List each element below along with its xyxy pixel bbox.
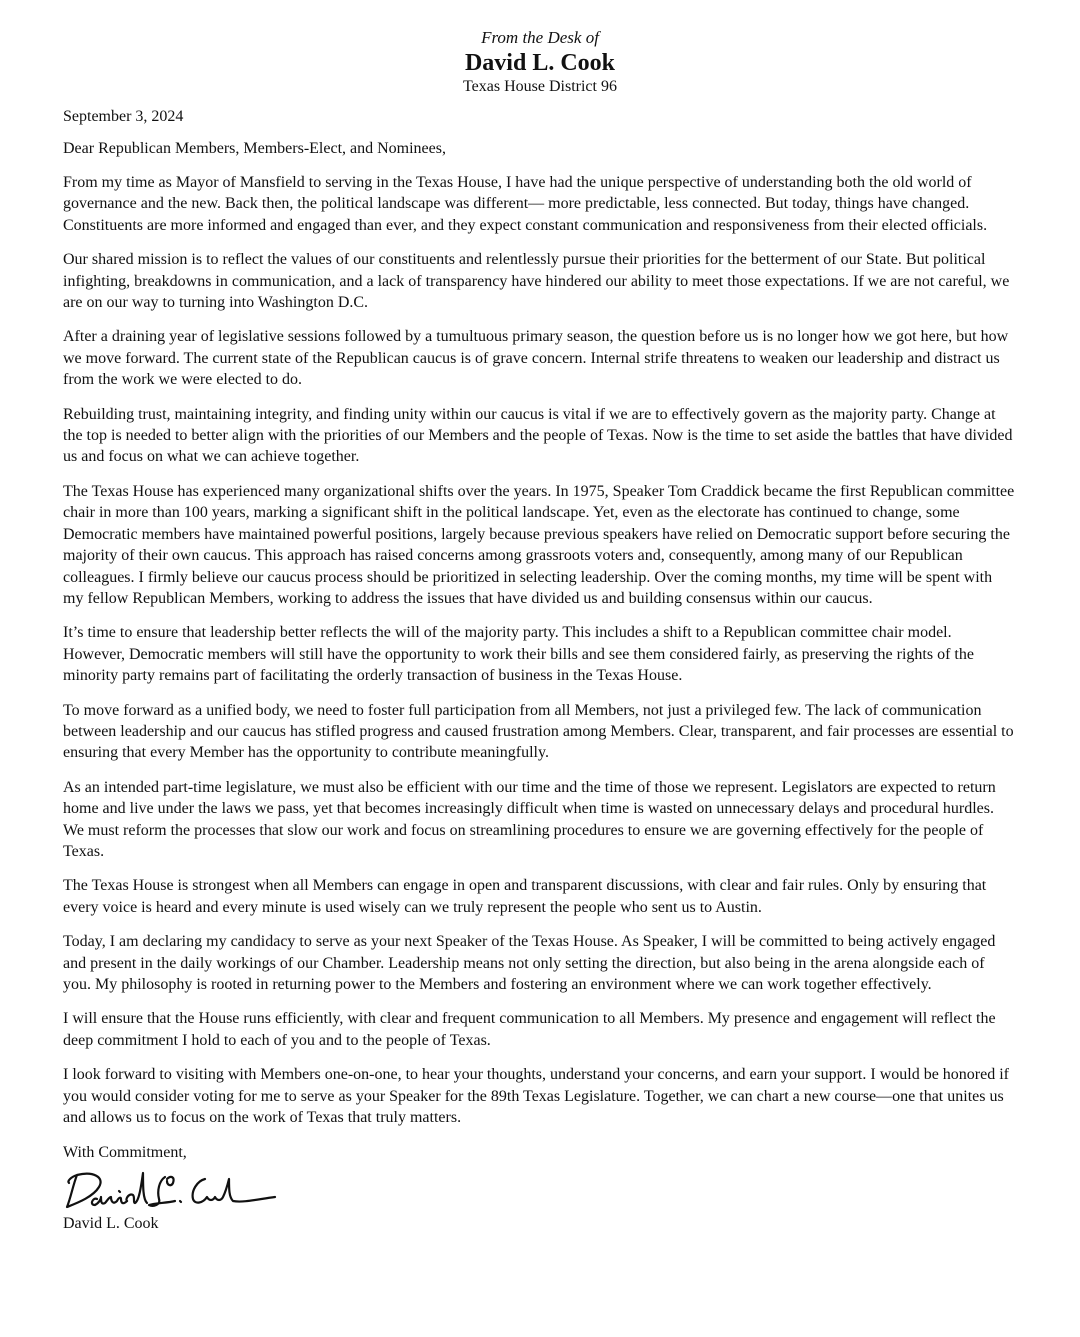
paragraph: Rebuilding trust, maintaining integrity, and finding unity within our caucus is vital if we are to effectively govern as the majority party. Change at the top is needed to better align with the priorities of our Members and the people of Texas. Now is the time to set aside the battles that have divided us and focus on what we can achieve together. [63,405,1013,466]
salutation: Dear Republican Members, Members-Elect, and Nominees, [63,140,446,157]
paragraph: To move forward as a unified body, we need to foster full participation from all Members, not just a privileged few. The lack of communication between leadership and our caucus has stifled progress and caused frustration among Members. Clear, transparent, and fair processes are essential to ensuring that every Member has the opportunity to contribute meaningfully. [63,701,1014,762]
paragraph: It’s time to ensure that leadership better reflects the will of the majority party. This includes a shift to a Republican committee chair model. However, Democratic members will still have the opportunity to work their bills and see them considered fairly, as preserving the rights of the minority party remains part of facilitating the orderly transaction of business in the Texas House. [63,624,974,685]
paragraph: As an intended part-time legislature, we must also be efficient with our time and the time of those we represent. Legislators are expected to return home and live under the laws we pass, yet that becomes increasingly difficult when time is wasted on unnecessary delays and procedural hurdles. We must reform the processes that slow our work and focus on streamlining procedures to ensure we are governing effectively for the people of Texas. [63,778,996,860]
paragraph: The Texas House has experienced many organizational shifts over the years. In 1975, Speaker Tom Craddick became the first Republican committee chair in more than 100 years, marking a significant shift in the political landscape. Yet, even as the electorate has continued to change, some Democratic members have maintained powerful positions, largely because previous speakers have relied on Democratic support before securing the majority of their own caucus. This approach has raised concerns among grassroots voters and, consequently, among many of our Republican colleagues. I firmly believe our caucus process should be prioritized in selecting leadership. Over the coming months, my time will be spent with my fellow Republican Members, working to address the issues that have divided us and building consensus within our caucus. [63,482,1015,607]
letter-body [63,172,1016,1128]
paragraph: After a draining year of legislative sessions followed by a tumultuous primary season, the question before us is no longer how we got here, but how we move forward. The current state of the Republican caucus is of grave concern. Internal strife threatens to weaken our leadership and distract us from the work we were elected to do. [63,328,1009,389]
paragraph: Our shared mission is to reflect the values of our constituents and relentlessly pursue their priorities for the betterment of our State. But political infighting, breakdowns in communication, and a lack of transparency have hindered our ability to meet those expectations. If we are not careful, we are on our way to turning into Washington D.C. [63,251,1010,312]
closing: With Commitment, [63,1144,187,1162]
signer-name: David L. Cook [63,1215,159,1233]
paragraph: The Texas House is strongest when all Members can engage in open and transparent discussions, with clear and fair rules. Only by ensuring that every voice is heard and every minute is used wisely can we truly represent the people who sent us to Austin. [63,877,987,916]
paragraph: Today, I am declaring my candidacy to serve as your next Speaker of the Texas House. As Speaker, I will be committed to being actively engaged and present in the daily workings of our Chamber. Leadership means not only setting the direction, but also being in the arena alongside each of you. My philosophy is rooted in returning power to the Members and fostering an environment where we can work together effectively. [63,933,996,993]
paragraph: I look forward to visiting with Members one-on-one, to hear your thoughts, understand your concerns, and earn your support. I would be honored if you would consider voting for me to serve as your Speaker for the 89th Texas Legislature. Together, we can chart a new course—one that unites us and allows us to focus on the work of Texas that truly matters. [63,1066,1010,1127]
paragraph: From my time as Mayor of Mansfield to serving in the Texas House, I have had the unique perspective of understanding both the old world of governance and the new. Back then, the political landscape was different— more predictable, less connected. But today, things have changed. Constituents are more informed and engaged than ever, and they expect constant communication and responsiveness from their elected officials. [63,174,988,234]
letterhead [0,27,1080,97]
letterhead-district: Texas House District 96 [463,78,617,95]
letter-date: September 3, 2024 [63,108,184,125]
paragraph: I will ensure that the House runs efficiently, with clear and frequent communication to all Members. My presence and engagement will reflect the deep commitment I hold to each of you and to the people of Texas. [63,1010,996,1049]
letterhead-from-line: From the Desk of [481,28,599,47]
signature-icon [63,1167,278,1213]
letterhead-name: David L. Cook [464,50,616,76]
letter [63,0,1016,1234]
